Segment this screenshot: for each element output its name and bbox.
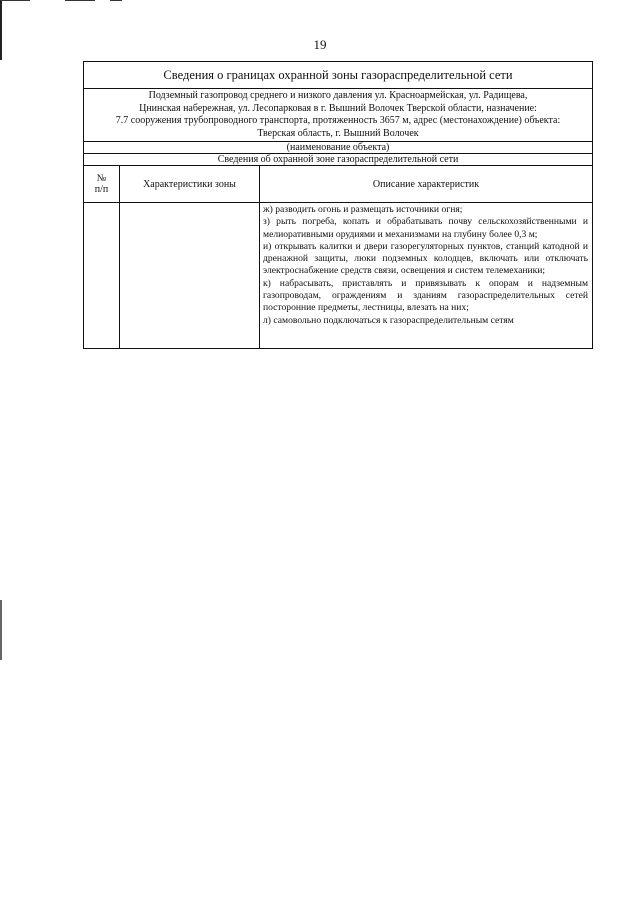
table-row bbox=[84, 203, 593, 349]
column-header-characteristics: Характеристики зоны bbox=[120, 166, 260, 203]
description-item: ж) разводить огонь и размещать источники огня; bbox=[263, 204, 463, 215]
description-item: з) рыть погреба, копать и обрабатывать почву сельскохозяйственными и мелиоративными орудиями и механизмами на глубину более 0,3 м; bbox=[263, 216, 589, 240]
column-header-row bbox=[84, 166, 593, 203]
scan-top-edge bbox=[0, 0, 640, 1]
object-caption: (наименование объекта) bbox=[84, 142, 593, 154]
table-title-row bbox=[84, 62, 593, 89]
zone-info-header-row bbox=[84, 154, 593, 166]
column-header-description: Описание характеристик bbox=[260, 166, 593, 203]
table-title: Сведения о границах охранной зоны газораспределительной сети bbox=[84, 62, 593, 89]
description-item: к) набрасывать, приставлять и привязывать к опорам и надземным газопроводам, ограждениям и зданиям газораспределительных сетей посторонние предметы, лестницы, влезать на них; bbox=[263, 277, 589, 314]
column-header-number-line: п/п bbox=[94, 184, 109, 195]
row-characteristics-cell bbox=[120, 203, 260, 349]
scan-edge-mark bbox=[0, 600, 2, 660]
object-description bbox=[84, 89, 593, 142]
object-description-row bbox=[84, 89, 593, 142]
column-header-number-line: № bbox=[96, 173, 107, 184]
protection-zone-table bbox=[83, 61, 593, 349]
object-description-line: 7.7 сооружения трубопроводного транспорта, протяженность 3657 м, адрес (местонахождение) объекта: bbox=[115, 115, 561, 126]
description-item: л) самовольно подключаться к газораспределительным сетям bbox=[263, 314, 514, 326]
row-number-cell bbox=[84, 203, 120, 349]
object-caption-row bbox=[84, 142, 593, 154]
page-number: 19 bbox=[313, 37, 327, 52]
object-description-line: Тверская область, г. Вышний Волочек bbox=[257, 127, 419, 139]
description-item: и) открывать калитки и двери газорегуляторных пунктов, станций катодной и дренажной защиты, люки подземных колодцев, включать или отключать электроснабжение средств связи, освещения и систем телемеханики; bbox=[263, 240, 589, 277]
row-description-cell bbox=[260, 203, 593, 349]
column-header-number bbox=[84, 166, 120, 203]
object-description-line: Цнинская набережная, ул. Лесопарковая в г. Вышний Волочек Тверской области, назначение: bbox=[139, 102, 537, 114]
zone-info-header: Сведения об охранной зоне газораспределительной сети bbox=[84, 154, 593, 166]
object-description-line: Подземный газопровод среднего и низкого давления ул. Красноармейская, ул. Радищева, bbox=[148, 90, 528, 101]
